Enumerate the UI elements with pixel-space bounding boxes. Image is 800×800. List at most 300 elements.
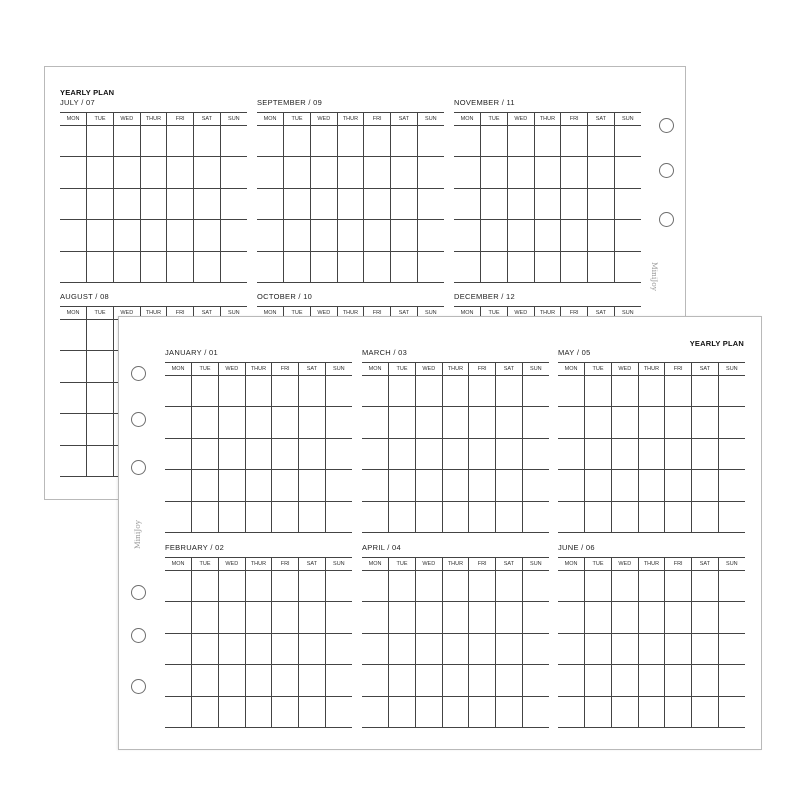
day-cell[interactable]	[310, 157, 337, 188]
day-cell[interactable]	[299, 665, 326, 696]
day-cell[interactable]	[257, 220, 284, 251]
day-cell[interactable]	[585, 602, 612, 633]
day-cell[interactable]	[299, 571, 326, 602]
day-cell[interactable]	[561, 220, 588, 251]
day-cell[interactable]	[389, 376, 416, 407]
day-cell[interactable]	[325, 470, 352, 501]
day-cell[interactable]	[692, 633, 719, 664]
day-cell[interactable]	[165, 696, 192, 727]
day-cell[interactable]	[496, 571, 523, 602]
day-cell[interactable]	[113, 220, 140, 251]
day-cell[interactable]	[718, 602, 745, 633]
day-cell[interactable]	[588, 188, 615, 219]
day-cell[interactable]	[245, 571, 272, 602]
day-cell[interactable]	[522, 602, 549, 633]
day-cell[interactable]	[558, 696, 585, 727]
day-cell[interactable]	[481, 220, 508, 251]
day-cell[interactable]	[165, 665, 192, 696]
day-cell[interactable]	[272, 665, 299, 696]
day-cell[interactable]	[325, 696, 352, 727]
day-cell[interactable]	[718, 633, 745, 664]
day-cell[interactable]	[558, 376, 585, 407]
day-cell[interactable]	[362, 633, 389, 664]
day-cell[interactable]	[442, 602, 469, 633]
day-cell[interactable]	[718, 501, 745, 532]
day-cell[interactable]	[481, 251, 508, 282]
day-cell[interactable]	[496, 633, 523, 664]
day-cell[interactable]	[284, 157, 311, 188]
day-cell[interactable]	[442, 501, 469, 532]
day-cell[interactable]	[522, 571, 549, 602]
day-cell[interactable]	[272, 571, 299, 602]
day-cell[interactable]	[113, 157, 140, 188]
day-cell[interactable]	[245, 438, 272, 469]
day-cell[interactable]	[692, 438, 719, 469]
day-cell[interactable]	[561, 157, 588, 188]
day-cell[interactable]	[257, 251, 284, 282]
day-cell[interactable]	[692, 602, 719, 633]
day-cell[interactable]	[362, 602, 389, 633]
day-cell[interactable]	[507, 220, 534, 251]
day-cell[interactable]	[389, 407, 416, 438]
day-cell[interactable]	[325, 571, 352, 602]
day-cell[interactable]	[415, 407, 442, 438]
day-cell[interactable]	[588, 157, 615, 188]
day-cell[interactable]	[454, 188, 481, 219]
day-cell[interactable]	[165, 501, 192, 532]
day-cell[interactable]	[558, 407, 585, 438]
day-cell[interactable]	[611, 376, 638, 407]
day-cell[interactable]	[454, 157, 481, 188]
day-cell[interactable]	[585, 501, 612, 532]
day-cell[interactable]	[415, 696, 442, 727]
day-cell[interactable]	[507, 251, 534, 282]
day-cell[interactable]	[469, 571, 496, 602]
day-cell[interactable]	[192, 376, 219, 407]
day-cell[interactable]	[337, 251, 364, 282]
day-cell[interactable]	[167, 251, 194, 282]
day-cell[interactable]	[638, 501, 665, 532]
day-cell[interactable]	[665, 501, 692, 532]
day-cell[interactable]	[192, 470, 219, 501]
day-cell[interactable]	[614, 220, 641, 251]
day-cell[interactable]	[192, 633, 219, 664]
day-cell[interactable]	[718, 696, 745, 727]
day-cell[interactable]	[364, 220, 391, 251]
day-cell[interactable]	[496, 470, 523, 501]
day-cell[interactable]	[87, 414, 114, 445]
day-cell[interactable]	[272, 602, 299, 633]
day-cell[interactable]	[325, 602, 352, 633]
day-cell[interactable]	[272, 470, 299, 501]
day-cell[interactable]	[391, 157, 418, 188]
day-cell[interactable]	[167, 126, 194, 157]
day-cell[interactable]	[272, 633, 299, 664]
day-cell[interactable]	[522, 633, 549, 664]
day-cell[interactable]	[442, 376, 469, 407]
day-cell[interactable]	[638, 602, 665, 633]
day-cell[interactable]	[60, 351, 87, 382]
day-cell[interactable]	[496, 407, 523, 438]
day-cell[interactable]	[113, 251, 140, 282]
day-cell[interactable]	[192, 407, 219, 438]
day-cell[interactable]	[272, 376, 299, 407]
day-cell[interactable]	[325, 438, 352, 469]
day-cell[interactable]	[362, 696, 389, 727]
day-cell[interactable]	[87, 445, 114, 476]
day-cell[interactable]	[220, 157, 247, 188]
day-cell[interactable]	[113, 126, 140, 157]
day-cell[interactable]	[87, 188, 114, 219]
day-cell[interactable]	[113, 188, 140, 219]
day-cell[interactable]	[522, 470, 549, 501]
day-cell[interactable]	[299, 501, 326, 532]
day-cell[interactable]	[60, 414, 87, 445]
day-cell[interactable]	[507, 126, 534, 157]
day-cell[interactable]	[442, 438, 469, 469]
day-cell[interactable]	[337, 126, 364, 157]
day-cell[interactable]	[611, 407, 638, 438]
day-cell[interactable]	[389, 438, 416, 469]
day-cell[interactable]	[496, 501, 523, 532]
day-cell[interactable]	[665, 696, 692, 727]
day-cell[interactable]	[165, 438, 192, 469]
day-cell[interactable]	[140, 220, 167, 251]
day-cell[interactable]	[192, 602, 219, 633]
day-cell[interactable]	[496, 602, 523, 633]
day-cell[interactable]	[60, 188, 87, 219]
day-cell[interactable]	[389, 665, 416, 696]
day-cell[interactable]	[364, 126, 391, 157]
day-cell[interactable]	[60, 220, 87, 251]
day-cell[interactable]	[665, 376, 692, 407]
day-cell[interactable]	[561, 188, 588, 219]
day-cell[interactable]	[415, 633, 442, 664]
day-cell[interactable]	[585, 633, 612, 664]
day-cell[interactable]	[272, 438, 299, 469]
day-cell[interactable]	[167, 220, 194, 251]
day-cell[interactable]	[284, 126, 311, 157]
day-cell[interactable]	[245, 602, 272, 633]
day-cell[interactable]	[611, 501, 638, 532]
day-cell[interactable]	[442, 470, 469, 501]
day-cell[interactable]	[194, 251, 221, 282]
day-cell[interactable]	[389, 602, 416, 633]
day-cell[interactable]	[507, 157, 534, 188]
day-cell[interactable]	[284, 188, 311, 219]
day-cell[interactable]	[60, 445, 87, 476]
day-cell[interactable]	[417, 126, 444, 157]
day-cell[interactable]	[218, 501, 245, 532]
day-cell[interactable]	[362, 571, 389, 602]
day-cell[interactable]	[257, 126, 284, 157]
day-cell[interactable]	[362, 470, 389, 501]
day-cell[interactable]	[442, 571, 469, 602]
day-cell[interactable]	[415, 470, 442, 501]
day-cell[interactable]	[60, 251, 87, 282]
day-cell[interactable]	[417, 157, 444, 188]
day-cell[interactable]	[481, 126, 508, 157]
day-cell[interactable]	[140, 251, 167, 282]
day-cell[interactable]	[454, 251, 481, 282]
day-cell[interactable]	[140, 188, 167, 219]
day-cell[interactable]	[496, 696, 523, 727]
day-cell[interactable]	[585, 376, 612, 407]
day-cell[interactable]	[245, 633, 272, 664]
day-cell[interactable]	[469, 696, 496, 727]
day-cell[interactable]	[585, 470, 612, 501]
day-cell[interactable]	[87, 220, 114, 251]
day-cell[interactable]	[299, 602, 326, 633]
day-cell[interactable]	[496, 376, 523, 407]
day-cell[interactable]	[585, 438, 612, 469]
day-cell[interactable]	[87, 351, 114, 382]
day-cell[interactable]	[192, 665, 219, 696]
day-cell[interactable]	[362, 407, 389, 438]
day-cell[interactable]	[415, 665, 442, 696]
day-cell[interactable]	[558, 571, 585, 602]
day-cell[interactable]	[665, 665, 692, 696]
day-cell[interactable]	[534, 126, 561, 157]
day-cell[interactable]	[692, 376, 719, 407]
day-cell[interactable]	[362, 438, 389, 469]
day-cell[interactable]	[588, 251, 615, 282]
day-cell[interactable]	[60, 126, 87, 157]
day-cell[interactable]	[391, 251, 418, 282]
day-cell[interactable]	[325, 501, 352, 532]
day-cell[interactable]	[87, 320, 114, 351]
day-cell[interactable]	[614, 188, 641, 219]
day-cell[interactable]	[611, 602, 638, 633]
day-cell[interactable]	[469, 501, 496, 532]
day-cell[interactable]	[391, 220, 418, 251]
day-cell[interactable]	[389, 696, 416, 727]
day-cell[interactable]	[415, 438, 442, 469]
day-cell[interactable]	[389, 501, 416, 532]
day-cell[interactable]	[481, 188, 508, 219]
day-cell[interactable]	[245, 501, 272, 532]
day-cell[interactable]	[558, 602, 585, 633]
day-cell[interactable]	[218, 696, 245, 727]
day-cell[interactable]	[165, 376, 192, 407]
day-cell[interactable]	[218, 470, 245, 501]
day-cell[interactable]	[272, 407, 299, 438]
day-cell[interactable]	[469, 602, 496, 633]
day-cell[interactable]	[218, 571, 245, 602]
day-cell[interactable]	[665, 633, 692, 664]
day-cell[interactable]	[194, 188, 221, 219]
day-cell[interactable]	[585, 407, 612, 438]
day-cell[interactable]	[60, 382, 87, 413]
day-cell[interactable]	[257, 157, 284, 188]
day-cell[interactable]	[310, 126, 337, 157]
day-cell[interactable]	[522, 438, 549, 469]
day-cell[interactable]	[665, 438, 692, 469]
day-cell[interactable]	[165, 633, 192, 664]
day-cell[interactable]	[665, 602, 692, 633]
day-cell[interactable]	[245, 376, 272, 407]
day-cell[interactable]	[284, 220, 311, 251]
day-cell[interactable]	[417, 251, 444, 282]
day-cell[interactable]	[218, 438, 245, 469]
day-cell[interactable]	[611, 633, 638, 664]
day-cell[interactable]	[220, 220, 247, 251]
day-cell[interactable]	[415, 501, 442, 532]
day-cell[interactable]	[194, 157, 221, 188]
day-cell[interactable]	[638, 665, 665, 696]
day-cell[interactable]	[362, 501, 389, 532]
day-cell[interactable]	[692, 501, 719, 532]
day-cell[interactable]	[299, 376, 326, 407]
day-cell[interactable]	[718, 407, 745, 438]
day-cell[interactable]	[638, 696, 665, 727]
day-cell[interactable]	[60, 320, 87, 351]
day-cell[interactable]	[692, 696, 719, 727]
day-cell[interactable]	[337, 157, 364, 188]
day-cell[interactable]	[415, 571, 442, 602]
day-cell[interactable]	[692, 407, 719, 438]
day-cell[interactable]	[614, 157, 641, 188]
day-cell[interactable]	[522, 376, 549, 407]
day-cell[interactable]	[60, 157, 87, 188]
day-cell[interactable]	[442, 407, 469, 438]
day-cell[interactable]	[611, 438, 638, 469]
day-cell[interactable]	[364, 157, 391, 188]
day-cell[interactable]	[140, 157, 167, 188]
day-cell[interactable]	[718, 571, 745, 602]
day-cell[interactable]	[534, 220, 561, 251]
day-cell[interactable]	[417, 188, 444, 219]
day-cell[interactable]	[442, 633, 469, 664]
day-cell[interactable]	[469, 470, 496, 501]
day-cell[interactable]	[299, 407, 326, 438]
day-cell[interactable]	[522, 696, 549, 727]
day-cell[interactable]	[218, 665, 245, 696]
day-cell[interactable]	[718, 470, 745, 501]
day-cell[interactable]	[325, 376, 352, 407]
day-cell[interactable]	[299, 633, 326, 664]
day-cell[interactable]	[469, 665, 496, 696]
day-cell[interactable]	[665, 407, 692, 438]
day-cell[interactable]	[588, 220, 615, 251]
day-cell[interactable]	[391, 126, 418, 157]
day-cell[interactable]	[220, 126, 247, 157]
day-cell[interactable]	[391, 188, 418, 219]
day-cell[interactable]	[389, 633, 416, 664]
day-cell[interactable]	[194, 126, 221, 157]
day-cell[interactable]	[415, 602, 442, 633]
day-cell[interactable]	[638, 376, 665, 407]
day-cell[interactable]	[496, 665, 523, 696]
day-cell[interactable]	[718, 376, 745, 407]
day-cell[interactable]	[167, 188, 194, 219]
day-cell[interactable]	[585, 696, 612, 727]
day-cell[interactable]	[665, 571, 692, 602]
day-cell[interactable]	[481, 157, 508, 188]
day-cell[interactable]	[337, 220, 364, 251]
day-cell[interactable]	[192, 571, 219, 602]
day-cell[interactable]	[692, 571, 719, 602]
day-cell[interactable]	[272, 501, 299, 532]
day-cell[interactable]	[522, 501, 549, 532]
day-cell[interactable]	[611, 696, 638, 727]
day-cell[interactable]	[561, 126, 588, 157]
day-cell[interactable]	[87, 251, 114, 282]
day-cell[interactable]	[87, 157, 114, 188]
day-cell[interactable]	[299, 696, 326, 727]
day-cell[interactable]	[522, 665, 549, 696]
day-cell[interactable]	[218, 376, 245, 407]
day-cell[interactable]	[692, 665, 719, 696]
day-cell[interactable]	[558, 470, 585, 501]
day-cell[interactable]	[299, 438, 326, 469]
day-cell[interactable]	[417, 220, 444, 251]
day-cell[interactable]	[614, 251, 641, 282]
day-cell[interactable]	[585, 665, 612, 696]
day-cell[interactable]	[611, 571, 638, 602]
day-cell[interactable]	[469, 438, 496, 469]
day-cell[interactable]	[364, 188, 391, 219]
day-cell[interactable]	[389, 571, 416, 602]
day-cell[interactable]	[415, 376, 442, 407]
day-cell[interactable]	[165, 602, 192, 633]
day-cell[interactable]	[534, 251, 561, 282]
day-cell[interactable]	[469, 407, 496, 438]
day-cell[interactable]	[192, 438, 219, 469]
day-cell[interactable]	[558, 665, 585, 696]
day-cell[interactable]	[245, 470, 272, 501]
day-cell[interactable]	[245, 407, 272, 438]
day-cell[interactable]	[507, 188, 534, 219]
day-cell[interactable]	[194, 220, 221, 251]
day-cell[interactable]	[362, 665, 389, 696]
day-cell[interactable]	[245, 696, 272, 727]
day-cell[interactable]	[245, 665, 272, 696]
day-cell[interactable]	[310, 188, 337, 219]
day-cell[interactable]	[454, 220, 481, 251]
day-cell[interactable]	[469, 376, 496, 407]
day-cell[interactable]	[389, 470, 416, 501]
day-cell[interactable]	[87, 126, 114, 157]
day-cell[interactable]	[284, 251, 311, 282]
day-cell[interactable]	[561, 251, 588, 282]
day-cell[interactable]	[638, 571, 665, 602]
day-cell[interactable]	[638, 438, 665, 469]
day-cell[interactable]	[218, 602, 245, 633]
day-cell[interactable]	[299, 470, 326, 501]
day-cell[interactable]	[692, 470, 719, 501]
day-cell[interactable]	[257, 188, 284, 219]
day-cell[interactable]	[534, 188, 561, 219]
day-cell[interactable]	[585, 571, 612, 602]
day-cell[interactable]	[718, 438, 745, 469]
day-cell[interactable]	[337, 188, 364, 219]
day-cell[interactable]	[718, 665, 745, 696]
day-cell[interactable]	[325, 407, 352, 438]
day-cell[interactable]	[454, 126, 481, 157]
day-cell[interactable]	[310, 220, 337, 251]
day-cell[interactable]	[638, 470, 665, 501]
day-cell[interactable]	[665, 470, 692, 501]
day-cell[interactable]	[558, 501, 585, 532]
day-cell[interactable]	[469, 633, 496, 664]
day-cell[interactable]	[165, 407, 192, 438]
day-cell[interactable]	[614, 126, 641, 157]
day-cell[interactable]	[362, 376, 389, 407]
day-cell[interactable]	[325, 665, 352, 696]
day-cell[interactable]	[442, 696, 469, 727]
day-cell[interactable]	[611, 665, 638, 696]
